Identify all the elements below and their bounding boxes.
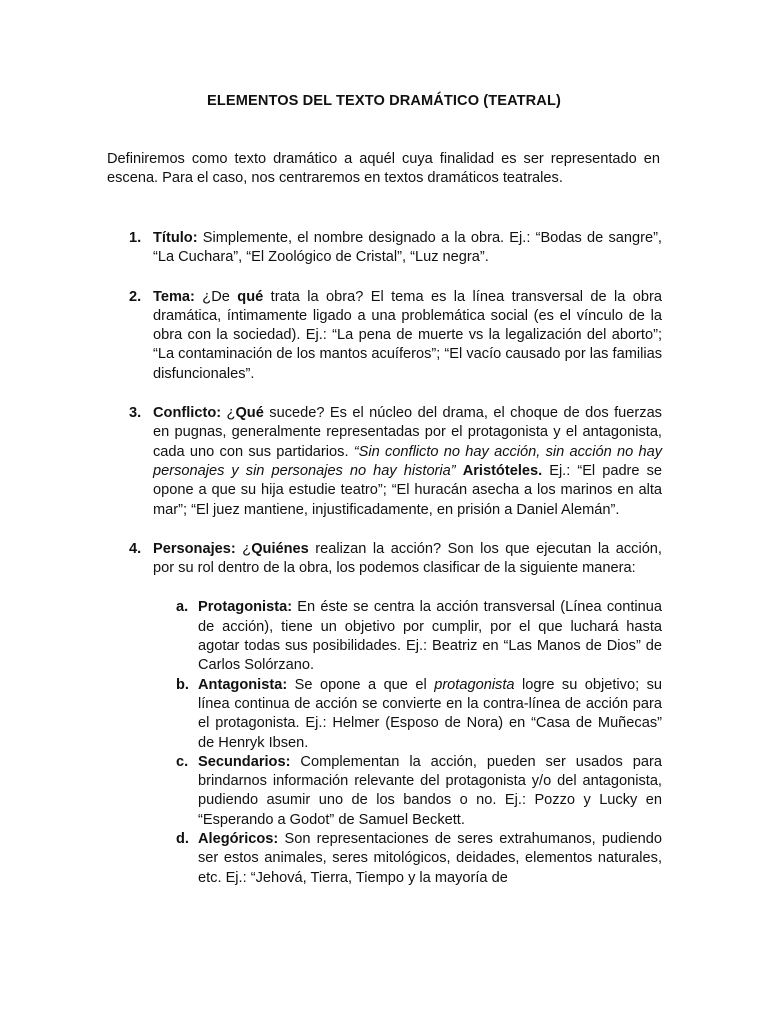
item-number: 4.	[129, 540, 142, 557]
item-author: Aristóteles.	[462, 462, 543, 479]
subitem-emphasis: protagonista	[434, 676, 515, 693]
subitem-letter: d.	[176, 831, 189, 848]
sublist-item-alegoricos	[153, 830, 662, 888]
subitem-letter: c.	[176, 753, 189, 770]
subitem-text: Son representaciones de seres extrahumanos, pudiendo ser estos animales, seres mitológicos, deidades, elementos naturales, etc. Ej.: “Jehová, Tierra, Tiempo y la mayoría de	[198, 831, 662, 886]
document-title: ELEMENTOS DEL TEXTO DRAMÁTICO (TEATRAL)	[207, 93, 561, 109]
item-number: 3.	[129, 405, 142, 422]
item-term: Personajes:	[153, 540, 236, 557]
subitem-term: Protagonista:	[198, 599, 293, 616]
sublist-item-protagonista	[153, 598, 662, 675]
item-text-2: Ej.: “El padre se opone a que su hija estudie teatro”; “El huracán asecha a los marinos en alta mar”; “El juez mantiene, injustificadamente, en prisión a Daniel Alemán”.	[153, 462, 662, 518]
item-quote: “Sin conflicto no hay acción, sin acción no hay personajes y sin personajes no hay historia”	[153, 443, 662, 479]
item-term: Tema:	[153, 288, 195, 305]
item-text: trata la obra? El tema es la línea transversal de la obra dramática, íntimamente ligado a una problemática social (es el vínculo de la obra con la sociedad). Ej.: “La pena de muerte vs la legalización del aborto”; “La contaminación de los mantos acuíferos”; “El vacío causado por las familias disfuncionales”.	[153, 288, 662, 382]
subitem-term: Secundarios:	[198, 753, 291, 770]
list-item-personajes	[107, 540, 662, 888]
item-text: Simplemente, el nombre designado a la obra. Ej.: “Bodas de sangre”, “La Cuchara”, “El Zoológico de Cristal”, “Luz negra”.	[153, 230, 662, 266]
item-term: Conflicto:	[153, 405, 222, 422]
subitem-text: Complementan la acción, pueden ser usados para brindarnos información relevante del protagonista y/o del antagonista, pudiendo asumir uno de los bandos o no. Ej.: Pozzo y Lucky en “Esperando a Godot” de Samuel Beckett.	[198, 753, 662, 828]
item-term: Título:	[153, 230, 198, 246]
item-emphasis: Qué	[235, 405, 264, 422]
item-text: realizan la acción? Son los que ejecutan la acción, por su rol dentro de la obra, los podemos clasificar de la siguiente manera:	[153, 540, 662, 577]
item-emphasis: Quiénes	[251, 540, 309, 557]
item-pre: ¿	[221, 405, 236, 422]
characters-sublist	[153, 598, 662, 887]
subitem-letter: b.	[176, 676, 189, 693]
item-text: sucede? Es el núcleo del drama, el choque de dos fuerzas en pugnas, generalmente representadas por el protagonista y el antagonista, cada uno con sus partidarios.	[153, 405, 662, 460]
intro-paragraph: Definiremos como texto dramático a aquél cuya finalidad es ser representado en escena. Para el caso, nos centraremos en textos dramáticos teatrales.	[107, 151, 660, 187]
list-item-titulo	[107, 229, 662, 268]
item-number: 2.	[129, 288, 142, 305]
item-pre: ¿De	[194, 288, 238, 305]
subitem-letter: a.	[176, 599, 189, 616]
sublist-item-secundarios	[153, 753, 662, 830]
sublist-item-antagonista	[153, 676, 662, 753]
list-item-conflicto	[107, 404, 662, 520]
item-emphasis: qué	[237, 288, 264, 305]
subitem-term: Alegóricos:	[198, 831, 279, 848]
subitem-term: Antagonista:	[198, 676, 288, 693]
subitem-pre: Se opone a que el	[287, 676, 435, 693]
subitem-text: En éste se centra la acción transversal (Línea continua de acción), tiene un objetivo por cumplir, por el que luchará hasta agotar todas sus posibilidades. Ej.: Beatriz en “Las Manos de Dios” de Carlos Solórzano.	[198, 599, 662, 674]
item-pre: ¿	[235, 540, 252, 557]
elements-list	[107, 229, 662, 888]
list-item-tema	[107, 288, 662, 384]
subitem-text: logre su objetivo; su línea continua de acción se convierte en la contra-línea de acción para el protagonista. Ej.: Helmer (Esposo de Nora) en “Casa de Muñecas” de Henryk Ibsen.	[198, 676, 662, 751]
item-number: 1.	[129, 230, 142, 246]
